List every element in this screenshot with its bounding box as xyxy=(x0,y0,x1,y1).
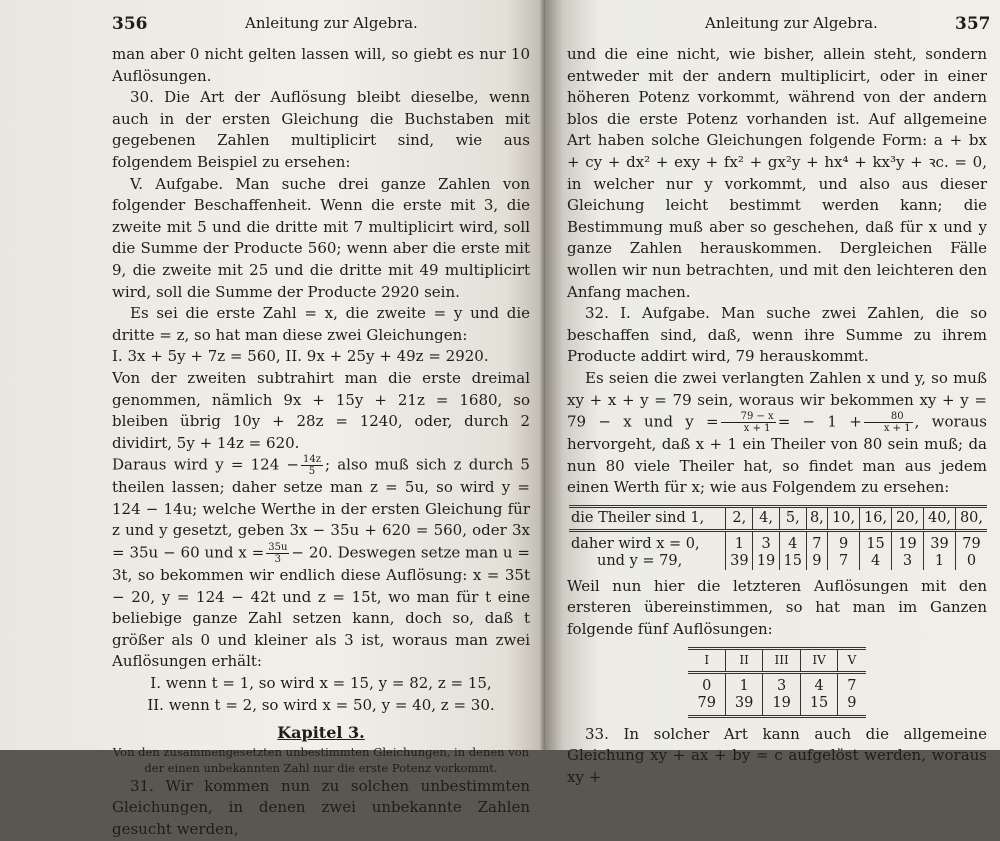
table-cell: 4, xyxy=(753,506,780,530)
divisor-label: die Theiler sind 1, xyxy=(569,506,726,530)
solution-i: I. wenn t = 1, so wird x = 15, y = 82, z = 15, xyxy=(150,674,492,693)
equations-i-ii: I. 3x + 5y + 7z = 560, II. 9x + 25y + 49z = 2920. xyxy=(112,347,489,366)
derivation-32-part-3: , woraus hervorgeht, daß x + 1 ein Theiler von 80 sein muß; da nun 80 viele Theiler hat, so findet man aus jedem einen Werth für x; wie aus Folgendem zu ersehen: xyxy=(567,412,988,497)
table-cell: 15 xyxy=(800,695,837,717)
left-running-header: Anleitung zur Algebra. xyxy=(245,14,418,32)
table-cell: 19 xyxy=(763,695,800,717)
table-row xyxy=(569,506,987,530)
table-cell: 7 xyxy=(838,672,866,695)
table-cell: 7 xyxy=(806,530,827,553)
table-cell: 40, xyxy=(924,506,956,530)
table-cell: 39 xyxy=(726,553,753,570)
table-cell: 16, xyxy=(860,506,892,530)
table-cell: 1 xyxy=(726,530,753,553)
exercise-32: 32. I. Aufgabe. Man suche zwei Zahlen, die so beschaffen sind, daß, wenn ihre Summe zu ihrem Producte addirt wird, 79 herauskommt. xyxy=(567,304,987,366)
paragraph-31: 31. Wir kommen nun zu solchen unbestimmten Gleichungen, in denen zwei unbekannte Zahlen gesucht werden, xyxy=(112,776,530,838)
table-cell: 15 xyxy=(779,553,806,570)
table-cell: 19 xyxy=(753,553,780,570)
table-cell: 9 xyxy=(828,530,860,553)
table-row xyxy=(688,648,865,672)
paragraph-33: 33. In solcher Art kann auch die allgemeine Gleichung xy + ax + by = c aufgelöst werden, woraus xy + xyxy=(567,724,987,786)
divisor-table xyxy=(569,505,987,570)
equations-intro: Es sei die erste Zahl = x, die zweite = y und die dritte = z, so hat man diese zwei Gleichungen: xyxy=(112,304,530,344)
table-row xyxy=(569,553,987,570)
table-cell: 39 xyxy=(725,695,762,717)
table-cell: 79 xyxy=(688,695,725,717)
fraction-14z-5: $\frac{14z}{5}$ xyxy=(302,454,321,478)
solutions-table xyxy=(688,647,865,718)
table-cell: 4 xyxy=(800,672,837,695)
right-page-body xyxy=(567,44,987,788)
table-cell: 1 xyxy=(924,553,956,570)
right-page-number: 357 xyxy=(955,14,991,34)
derivation-32-part-2: = − 1 + xyxy=(777,412,862,431)
left-line-1: man aber 0 nicht gelten lassen will, so giebt es nur 10 Auflösungen. xyxy=(112,45,530,85)
table-cell: 4 xyxy=(779,530,806,553)
table-cell: 79 xyxy=(955,530,987,553)
derivation-32-part-1: Es seien die zwei verlangten Zahlen x und y, so muß xy + x + y = 79 sein, woraus wir bekommen xy + y = 79 − x und y = xyxy=(567,368,987,431)
table-header: I xyxy=(688,648,725,672)
table-cell: 19 xyxy=(892,530,924,553)
table-cell: 4 xyxy=(860,553,892,570)
right-running-header: Anleitung zur Algebra. xyxy=(705,14,878,32)
table-cell: 9 xyxy=(806,553,827,570)
table-cell: 0 xyxy=(702,677,712,694)
x-label: daher wird x = 0, xyxy=(571,535,700,552)
table-cell: 15 xyxy=(860,530,892,553)
derivation-part-2: ; also muß sich z durch 5 theilen lassen; daher setze man z = 5u, so wird y = 124 − 14u; welche Werthe in der ersten Gleichung für z und y gesetzt, geben 3x − 35u + 620 = 560, oder 3x = 35u − 60 und x = xyxy=(112,455,530,562)
table-row xyxy=(688,695,865,717)
right-page xyxy=(545,0,1000,786)
table-header: II xyxy=(725,648,762,672)
derivation-32 xyxy=(567,368,987,499)
derivation-paragraph xyxy=(112,454,530,673)
table-header: V xyxy=(838,648,866,672)
table-cell: 9 xyxy=(838,695,866,717)
table-cell: 20, xyxy=(892,506,924,530)
table-cell: 7 xyxy=(828,553,860,570)
exercise-v: V. Aufgabe. Man suche drei ganze Zahlen von folgender Beschaffenheit. Wenn die erste mit 3, die zweite mit 5 und die dritte mit 7 multiplicirt wird, soll die Summe der Producte 560; wenn aber die erste mit 9, die zweite mit 25 und die dritte mit 49 multiplicirt wird, soll die Summe der Producte 2920 sein. xyxy=(112,174,530,301)
table-cell: 8, xyxy=(806,506,827,530)
table-header: III xyxy=(763,648,800,672)
right-line-1: und die eine nicht, wie bisher, allein steht, sondern entweder mit der andern multiplicirt, oder in einer höheren Potenz vorkommt, während von der andern blos die erste Potenz vorhanden ist. Auf allgemeine Art haben solche Gleichungen folgende Form: a + bx + cy + dx² + exy + fx² + gx²y + hx⁴ + kx³y + ꝛc. = 0, in welcher nur y vorkommt, und also aus dieser Gleichung leicht bestimmt werden kann; die Bestimmung muß aber so geschehen, daß für x und y ganze Zahlen herauskommen. Dergleichen Fälle wollen wir nun betrachten, und mit den leichteren den Anfang machen. xyxy=(567,45,987,301)
fraction-80: $\frac{80}{x + 1}$ xyxy=(864,411,913,434)
fraction-35u-3: $\frac{35u}{3}$ xyxy=(268,542,288,566)
subtraction-step: Von der zweiten subtrahirt man die erste dreimal genommen, nämlich 9x + 15y + 21z = 1680, so bleiben übrig 10y + 28z = 1240, oder, durch 2 dividirt, 5y + 14z = 620. xyxy=(112,368,530,452)
conclusion-paragraph: Weil nun hier die letzteren Auflösungen mit den ersteren übereinstimmen, so hat man im Ganzen folgende fünf Auflösungen: xyxy=(567,576,987,639)
table-cell: 1 xyxy=(725,672,762,695)
paragraph-30: 30. Die Art der Auflösung bleibt dieselbe, wenn auch in der ersten Gleichung die Buchstaben mit gegebenen Zahlen multiplicirt sind, wie aus folgendem Beispiel zu ersehen: xyxy=(112,88,530,171)
table-cell: 0 xyxy=(955,553,987,570)
derivation-part-1: Daraus wird y = 124 − xyxy=(112,455,299,474)
table-cell: 5, xyxy=(779,506,806,530)
derivation-part-3: − 20. Deswegen setze man u = 3t, so bekommen wir endlich diese Auflösung: x = 35t − 20, y = 124 − 42t und z = 15t, wo man für t eine beliebige ganze Zahl setzen kann, doch so, daß t größer als 0 und kleiner als 3 ist, woraus man zwei Auflösungen erhält: xyxy=(112,543,530,671)
fraction-79-x: $\frac{79 - x}{x + 1}$ xyxy=(721,411,776,434)
table-cell: 2, xyxy=(726,506,753,530)
solution-ii: II. wenn t = 2, so wird x = 50, y = 40, z = 30. xyxy=(147,695,495,714)
left-page-number-bold: 356 xyxy=(112,14,148,34)
table-cell: 39 xyxy=(924,530,956,553)
chapter-title: Kapitel 3. xyxy=(277,723,365,743)
table-cell: 3 xyxy=(753,530,780,553)
table-row xyxy=(688,672,865,695)
table-row xyxy=(569,530,987,553)
y-label: und y = 79, xyxy=(597,552,683,569)
table-cell: 10, xyxy=(828,506,860,530)
table-header: IV xyxy=(800,648,837,672)
table-cell: 3 xyxy=(892,553,924,570)
chapter-subtitle: Von den zusammengesetzten unbestimmten Gleichungen, in denen von der einen unbekannten Zahl nur die erste Potenz vorkommt. xyxy=(112,744,530,775)
table-cell: 80, xyxy=(955,506,987,530)
table-cell: 3 xyxy=(763,672,800,695)
left-page-body xyxy=(112,44,530,841)
